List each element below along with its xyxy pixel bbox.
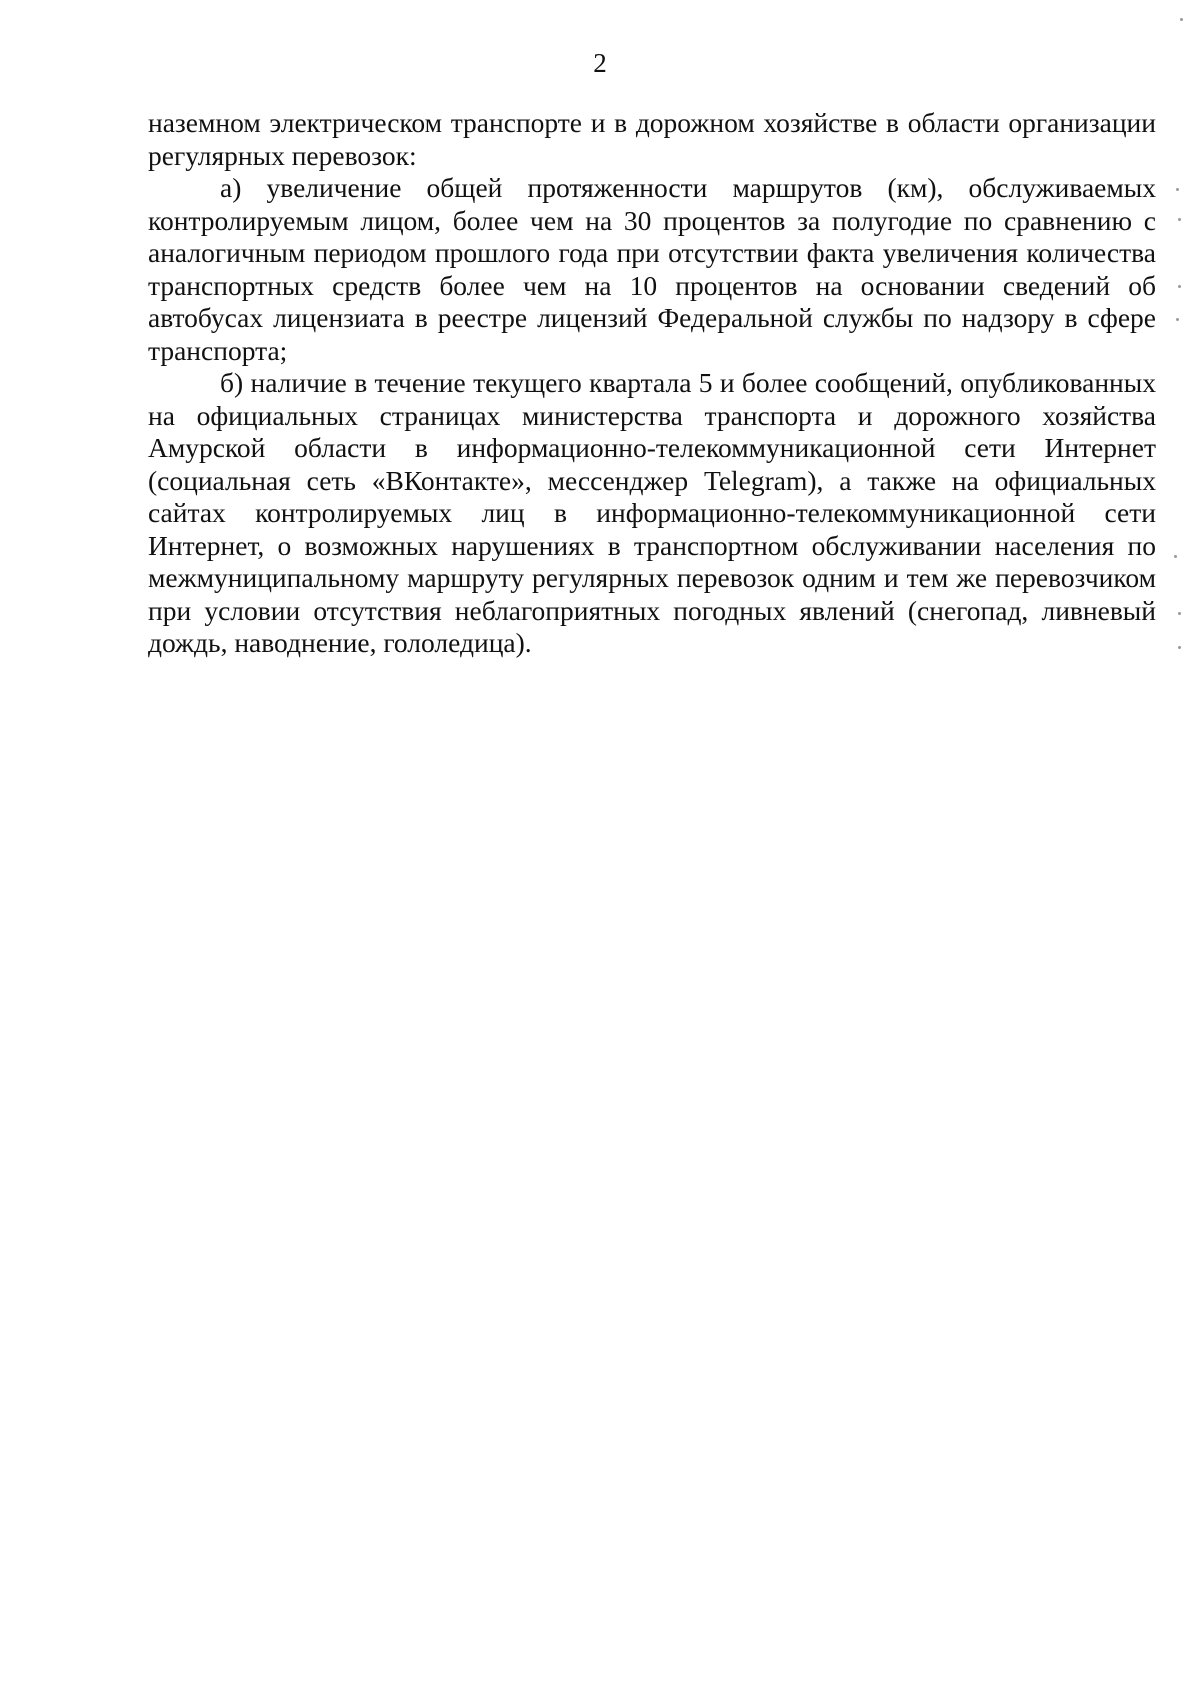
scan-artifact: [1180, 18, 1183, 21]
scan-artifact: [1176, 318, 1179, 321]
scan-artifact: [1178, 218, 1181, 221]
paragraph-item-b: б) наличие в течение текущего квартала 5 и более сообщений, опубликованных на официальных страницах министерства транспорта и дорожного хозяйства Амурской области в информационно-телекоммуникационной сети Интернет (социальная сеть «ВКонтакте», мессенджер Telegram), а также на официальных сайтах контролируемых лиц в информационно-телекоммуникационной сети Интернет, о возможных нарушениях в транспортном обслуживании населения по межмуниципальному маршруту регулярных перевозок одним и тем же перевозчиком при условии отсутствия неблагоприятных погодных явлений (снегопад, ливневый дождь, наводнение, гололедица).: [148, 367, 1156, 658]
scan-artifact: [1178, 285, 1181, 288]
document-body: [148, 107, 1156, 660]
scan-artifact: [1178, 612, 1181, 615]
scan-artifact: [1174, 555, 1177, 558]
paragraph-item-a: а) увеличение общей протяженности маршрутов (км), обслуживаемых контролируемым лицом, более чем на 30 процентов за полугодие по сравнению с аналогичным периодом прошлого года при отсутствии факта увеличения количества транспортных средств более чем на 10 процентов на основании сведений об автобусах лицензиата в реестре лицензий Федеральной службы по надзору в сфере транспорта;: [148, 172, 1156, 366]
page-number: 2: [593, 48, 607, 78]
scan-artifact: [1178, 646, 1181, 649]
paragraph-intro-continuation: наземном электрическом транспорте и в дорожном хозяйстве в области организации регулярных перевозок:: [148, 107, 1156, 171]
scan-artifact: [1176, 188, 1179, 191]
